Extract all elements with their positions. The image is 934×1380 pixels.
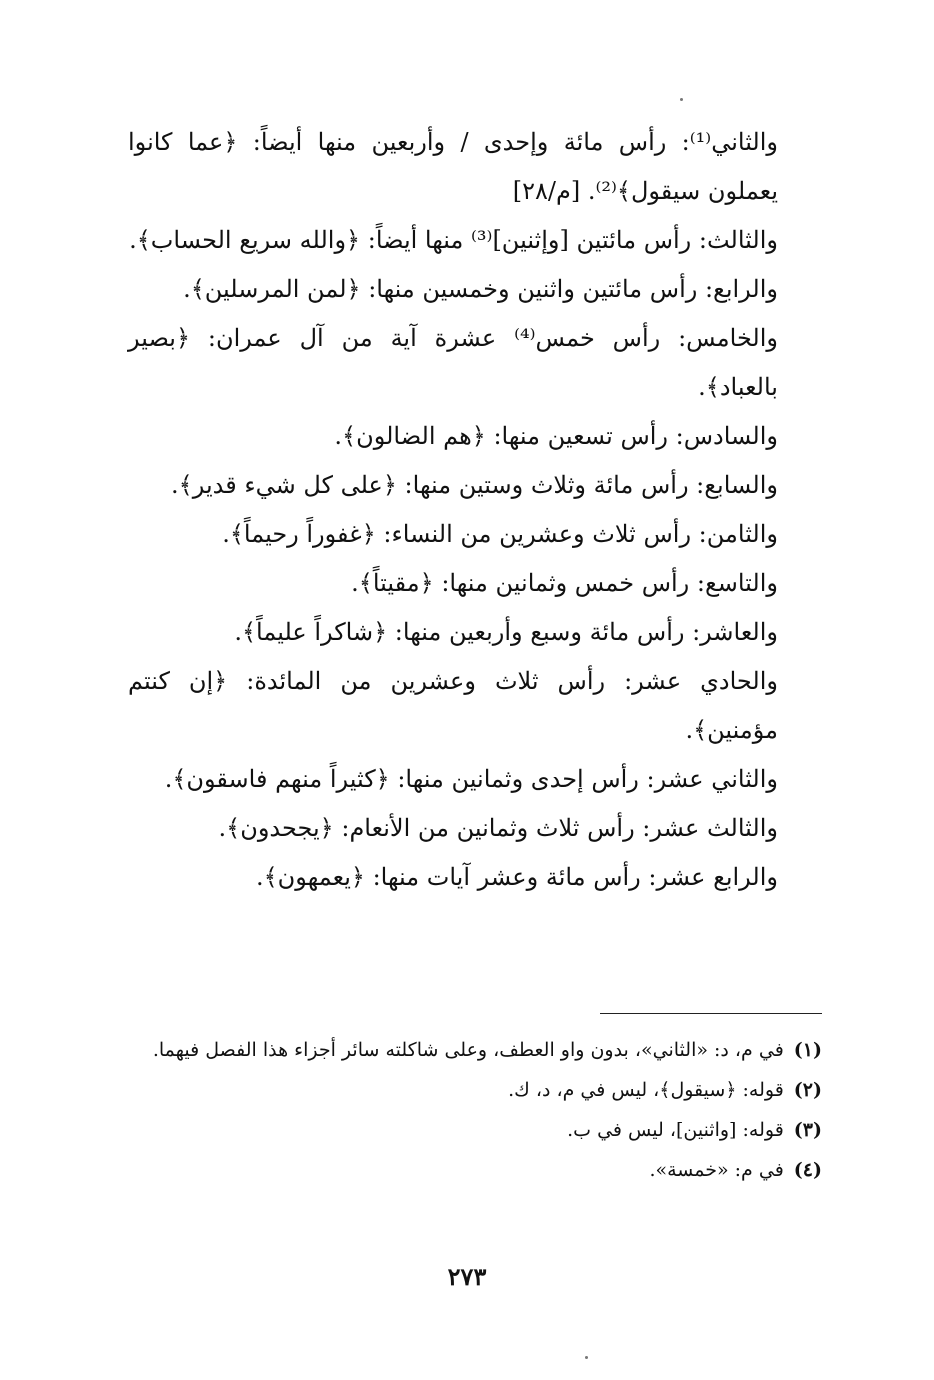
footnote-1 [128, 1030, 822, 1070]
footnote-text: في م: «خمسة». [649, 1159, 784, 1181]
paragraph-6: والسابع: رأس مائة وثلاث وستين منها: ﴿على كل شيء قدير﴾. [171, 471, 778, 499]
paragraph-2: والثالث: رأس مائتين [وإثنين]⁽³⁾ منها أيضاً: ﴿والله سريع الحساب﴾. [129, 226, 778, 254]
paragraph-7: والثامن: رأس ثلاث وعشرين من النساء: ﴿غفوراً رحيماً﴾. [222, 520, 778, 548]
paragraph-11: والثاني عشر: رأس إحدى وثمانين منها: ﴿كثيراً منهم فاسقون﴾. [164, 765, 778, 793]
paragraph-1: والثاني⁽¹⁾: رأس مائة وإحدى / وأربعين منها أيضاً: ﴿عما كانوا يعملون سيقول﴾⁽²⁾. [م/٢٨] [128, 128, 778, 205]
footnote-text: في م، د: «الثاني»، بدون واو العطف، وعلى شاكلته سائر أجزاء هذا الفصل فيهما. [152, 1039, 784, 1061]
footnote-number: (٣) [793, 1119, 822, 1141]
footnote-number: (٤) [793, 1159, 822, 1181]
paragraph-8: والتاسع: رأس خمس وثمانين منها: ﴿مقيتاً﴾. [351, 569, 778, 597]
footnote-4 [128, 1150, 822, 1190]
footnote-number: (٢) [793, 1079, 822, 1101]
paragraph-10: والحادي عشر: رأس ثلاث وعشرين من المائدة: ﴿إن كنتم مؤمنين﴾. [128, 667, 778, 744]
footnote-separator [600, 1013, 822, 1014]
footnote-text: قوله: ﴿سيقول﴾، ليس في م، د، ك. [508, 1079, 784, 1101]
page-number: ٢٧٣ [447, 1262, 487, 1291]
footnote-number: (١) [793, 1039, 822, 1061]
footnote-text: قوله: [واثنين]، ليس في ب. [567, 1119, 784, 1141]
footnote-2 [128, 1070, 822, 1110]
scan-speck [585, 1356, 588, 1359]
paragraph-12: والثالث عشر: رأس ثلاث وثمانين من الأنعام: ﴿يجحدون﴾. [218, 814, 778, 842]
paragraph-13: والرابع عشر: رأس مائة وعشر آيات منها: ﴿يعمهون﴾. [255, 863, 778, 891]
footnote-3 [128, 1110, 822, 1150]
paragraph-5: والسادس: رأس تسعين منها: ﴿هم الضالون﴾. [334, 422, 778, 450]
footnotes-block [128, 1030, 822, 1190]
scan-speck [680, 98, 683, 101]
paragraph-4: والخامس: رأس خمس⁽⁴⁾ عشرة آية من آل عمران: ﴿بصير بالعباد﴾. [128, 324, 779, 401]
paragraph-3: والرابع: رأس مائتين واثنين وخمسين منها: ﴿لمن المرسلين﴾. [183, 275, 778, 303]
main-text-block [128, 118, 778, 902]
paragraph-9: والعاشر: رأس مائة وسبع وأربعين منها: ﴿شاكراً عليماً﴾. [234, 618, 778, 646]
